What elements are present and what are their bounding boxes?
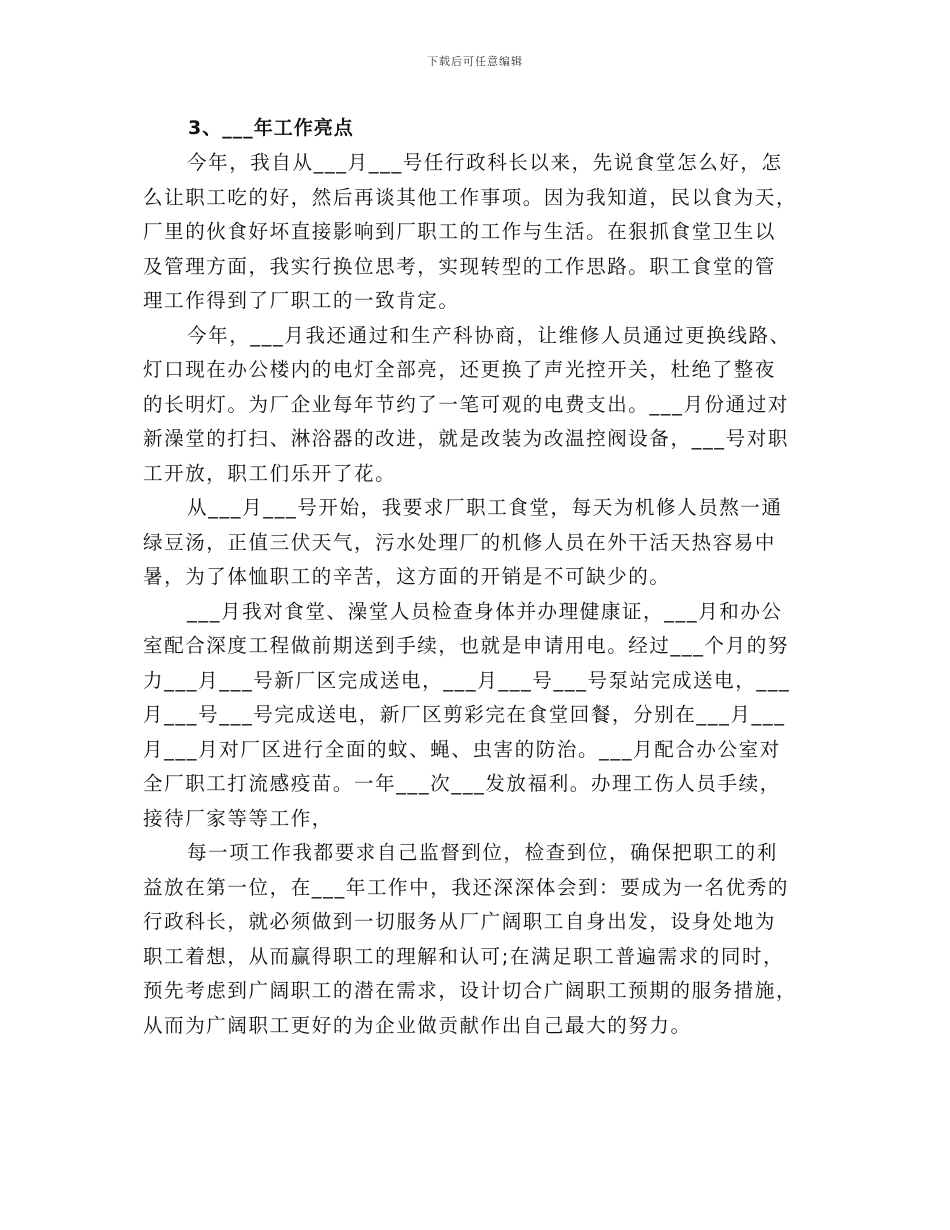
text-line: 月___号___号完成送电，新厂区剪彩完在食堂回餐，分别在___月___	[143, 703, 786, 726]
text-line: 预先考虑到广阔职工的潜在需求，设计切合广阔职工预期的服务措施，	[143, 979, 798, 1002]
text-line: 力___月___号新厂区完成送电，___月___号___号泵站完成送电，___	[143, 668, 791, 692]
text-line: 益放在第一位，在___年工作中，我还深深体会到：要成为一名优秀的	[143, 875, 789, 899]
text-line: 新澡堂的打扫、淋浴器的改进，就是改装为改温控阀设备，___号对职	[143, 427, 789, 450]
text-line: 理工作得到了厂职工的一致肯定。	[143, 289, 460, 312]
text-line: 么让职工吃的好，然后再谈其他工作事项。因为我知道，民以食为天，	[143, 185, 798, 209]
paragraph	[143, 491, 831, 595]
text-line: 工开放，职工们乐开了花。	[143, 461, 397, 485]
paragraph	[143, 146, 831, 319]
text-line: 暑，为了体恤职工的辛苦，这方面的开销是不可缺少的。	[143, 565, 671, 588]
text-line: 今年，我自从___月___号任行政科长以来，先说食堂怎么好，怎	[187, 151, 783, 174]
text-line: 职工着想，从而赢得职工的理解和认可;在满足职工普遍需求的同时，	[143, 944, 785, 968]
text-line: 行政科长，就必须做到一切服务从厂广阔职工自身出发，设身处地为	[143, 910, 777, 933]
text-line: 每一项工作我都要求自己监督到位，检查到位，确保把职工的利	[187, 841, 778, 864]
paragraph	[143, 319, 831, 492]
document-body	[143, 110, 831, 1043]
text-line: ___月我对食堂、澡堂人员检查身体并办理健康证，___月和办公	[187, 599, 783, 623]
text-line: 接待厂家等等工作，	[143, 806, 333, 830]
paragraph	[143, 595, 831, 837]
text-line: 的长明灯。为厂企业每年节约了一笔可观的电费支出。___月份通过对	[143, 392, 789, 416]
text-line: 全厂职工打流感疫苗。一年___次___发放福利。办理工伤人员手续，	[143, 772, 781, 795]
section-heading: 3、___年工作亮点	[188, 117, 354, 139]
text-line: 从___月___号开始，我要求厂职工食堂，每天为机修人员熬一通	[187, 496, 783, 519]
text-line: 厂里的伙食好坏直接影响到厂职工的工作与生活。在狠抓食堂卫生以	[143, 220, 777, 243]
text-line: 及管理方面，我实行换位思考，实现转型的工作思路。职工食堂的管	[143, 254, 777, 278]
text-line: 绿豆汤，正值三伏天气，污水处理厂的机修人员在外干活天热容易中	[143, 530, 777, 554]
text-line: 月___月对厂区进行全面的蚊、蝇、虫害的防治。___月配合办公室对	[143, 737, 781, 761]
text-line: 灯口现在办公楼内的电灯全部亮，还更换了声光控开关，杜绝了整夜	[143, 358, 777, 381]
text-line: 从而为广阔职工更好的为企业做贡献作出自己最大的努力。	[143, 1013, 692, 1037]
header-note: 下载后可任意编辑	[427, 55, 523, 68]
text-line: 室配合深度工程做前期送到手续，也就是申请用电。经过___个月的努	[143, 634, 789, 657]
text-line: 今年，___月我还通过和生产科协商，让维修人员通过更换线路、	[187, 323, 791, 347]
paragraph	[143, 836, 831, 1043]
